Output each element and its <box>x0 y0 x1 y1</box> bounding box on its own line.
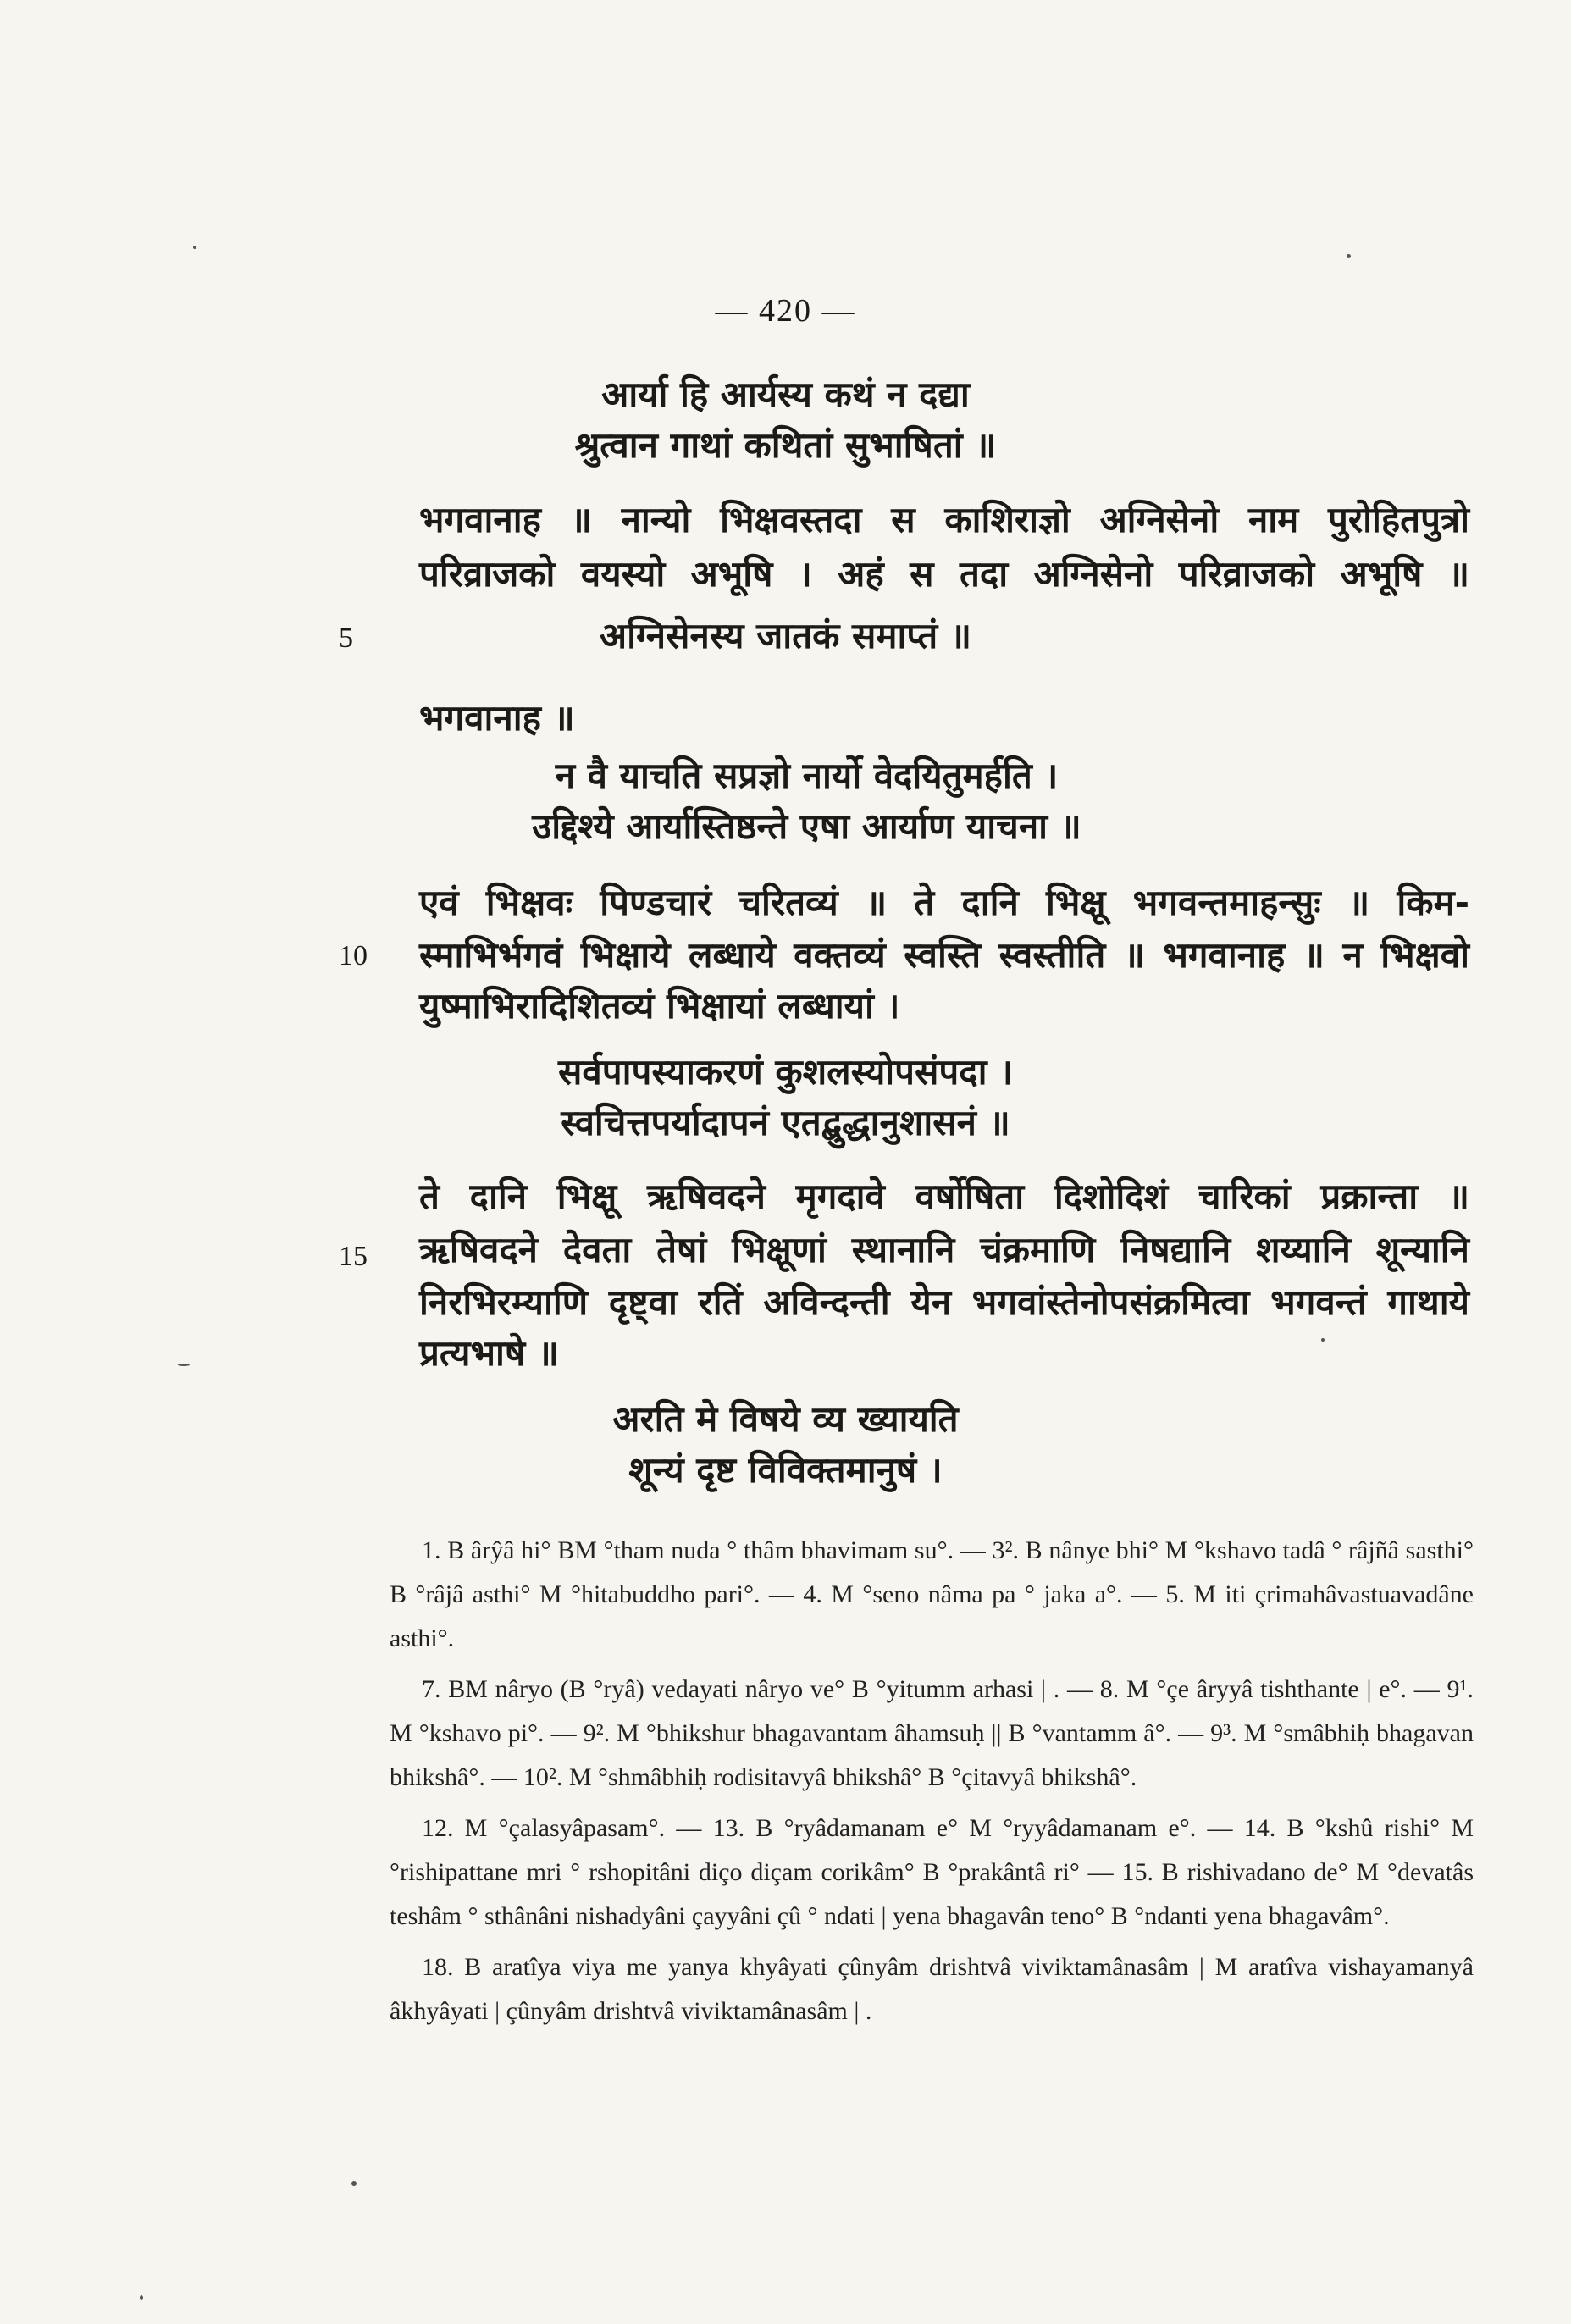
prose-line: एवं भिक्षवः पिण्डचारं चरितव्यं ॥ ते दानि भिक्षू भगवन्तमाहन्सुः ॥ किम- <box>419 882 1470 923</box>
verse-line: आर्या हि आर्यस्य कथं न दद्या <box>601 374 970 415</box>
line-number: 15 <box>339 1241 368 1272</box>
footnote: 12. M °çalasyâpasam°. — 13. B °ryâdamanam e° M °ryyâdamanam e°. — 14. B °kshû rishi° M °rishipattane mri ° rshopitâni diço diçam corikâm° B °prakântâ ri° — 15. B rishivadano de° M °devatâs teshâm ° sthânâni nishadyâni çayyâni çû ° ndati | yena bhagavân teno° B °ndanti yena bhagavâm°. <box>390 1814 1474 1930</box>
prose-line: परिव्राजको वयस्यो अभूषि । अहं स तदा अग्निसेनो परिव्राजको अभूषि ॥ <box>419 553 1469 595</box>
prose-line: युष्माभिरादिशितव्यं भिक्षायां लब्धायां । <box>419 985 900 1026</box>
page-number: — 420 — <box>715 293 856 329</box>
scan-speck <box>351 2181 357 2186</box>
verse-line: सर्वपापस्याकरणं कुशलस्योपसंपदा । <box>557 1051 1014 1093</box>
prose-line: ऋषिवदने देवता तेषां भिक्षूणां स्थानानि चंक्रमाणि निषद्यानि शय्यानि शून्यानि <box>419 1229 1469 1270</box>
footnote: 7. BM nâryo (B °ryâ) vedayati nâryo ve° B °yitumm arhasi | . — 8. M °çe âryyâ tishthante | e°. — 9¹. M °kshavo pi°. — 9². M °bhikshur bhagavantam âhamsuḥ || B °vantamm â°. — 9³. M °smâbhiḥ bhagavan bhikshâ°. — 10². M °shmâbhiḥ rodisitavyâ bhikshâ° B °çitavyâ bhikshâ°. <box>390 1675 1474 1791</box>
scan-speck <box>1321 1338 1325 1342</box>
verse-line: श्रुत्वान गाथां कथितां सुभाषितां ॥ <box>574 424 997 466</box>
verse-line: अरति मे विषये व्य ख्यायति <box>612 1398 959 1440</box>
verse-line: शून्यं दृष्ट विविक्तमानुषं । <box>628 1449 943 1491</box>
verse-line: उद्दिश्ये आर्यास्तिष्ठन्ते एषा आर्याण याचना ॥ <box>532 805 1081 847</box>
verse-line: न वै याचति सप्रज्ञो नार्यो वेदयितुमर्हति । <box>555 755 1059 796</box>
footnotes <box>390 1529 1474 2040</box>
line-number: 5 <box>339 622 353 654</box>
prose-line: भगवानाह ॥ <box>419 697 575 739</box>
prose-line: निरभिरम्याणि दृष्ट्वा रतिं अविन्दन्ती येन भगवांस्तेनोपसंक्रमित्वा भगवन्तं गाथाये <box>419 1281 1469 1323</box>
footnote: 1. B ârŷâ hi° BM °tham nuda ° thâm bhavimam su°. — 3². B nânye bhi° M °kshavo tadâ ° râjñâ sasthi° B °râjâ asthi° M °hitabuddho pari°. — 4. M °seno nâma pa ° jaka a°. — 5. M iti çrimahâvastuavadâne asthi°. <box>390 1536 1474 1652</box>
scan-speck <box>193 246 196 249</box>
footnote: 18. B aratîya viya me yanya khyâyati çûnyâm drishtvâ viviktamânasâm | M aratîva vishayamanyâ âkhyâyati | çûnyâm drishtvâ viviktamânasâm | . <box>390 1953 1474 2025</box>
scan-speck <box>178 1364 190 1366</box>
prose-line: प्रत्यभाषे ॥ <box>419 1332 559 1374</box>
verse-line: स्वचित्तपर्यादापनं एतद्बुद्धानुशासनं ॥ <box>561 1102 1010 1143</box>
scan-speck <box>1347 254 1351 258</box>
prose-line: ते दानि भिक्षू ऋषिवदने मृगदावे वर्षोषिता दिशोदिशं चारिकां प्रक्रान्ता ॥ <box>419 1176 1469 1217</box>
prose-line: स्माभिर्भगवं भिक्षाये लब्धाये वक्तव्यं स्वस्ति स्वस्तीति ॥ भगवानाह ॥ न भिक्षवो <box>419 934 1469 976</box>
scan-speck <box>140 2295 143 2300</box>
prose-line: भगवानाह ॥ नान्यो भिक्षवस्तदा स काशिराज्ञो अग्निसेनो नाम पुरोहितपुत्रो <box>419 499 1469 540</box>
colophon-line: अग्निसेनस्य जातकं समाप्तं ॥ <box>599 615 971 656</box>
line-number: 10 <box>339 940 368 971</box>
